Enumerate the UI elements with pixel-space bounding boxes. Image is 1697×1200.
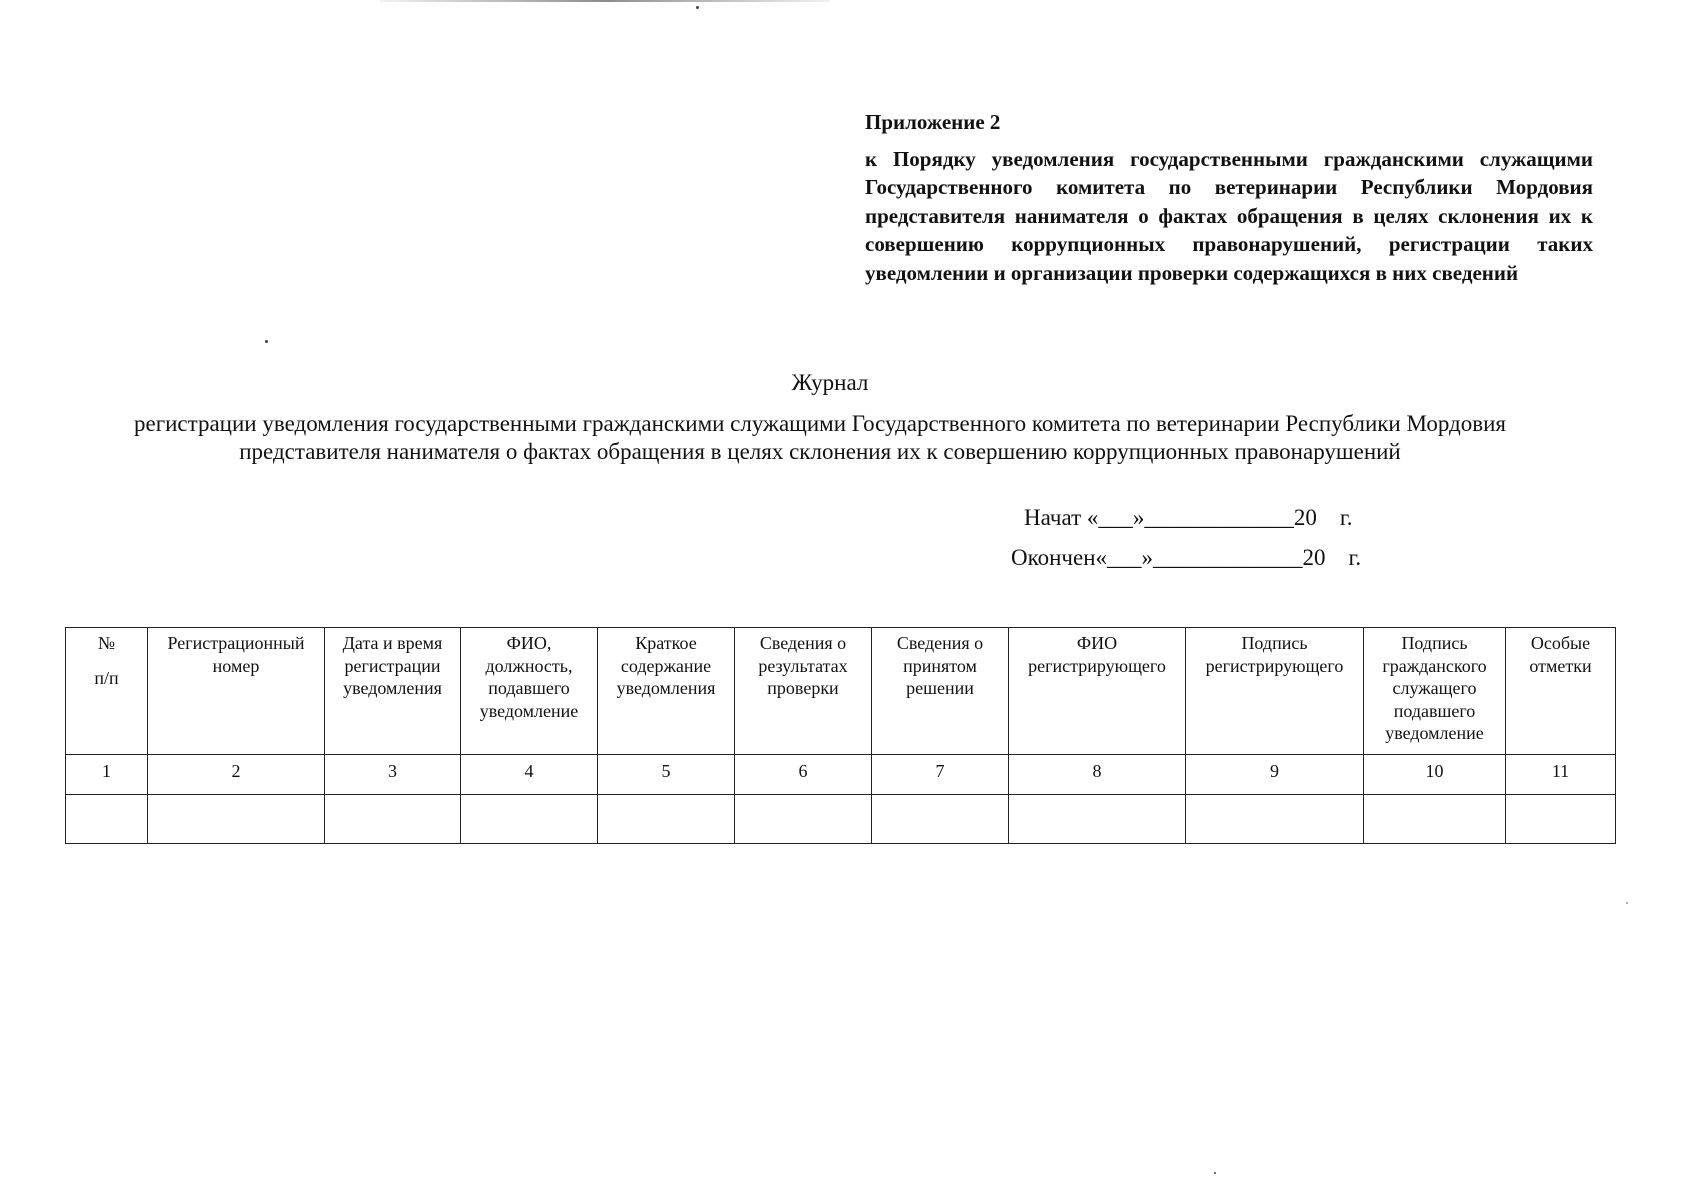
column-number-cell: 1 bbox=[66, 755, 148, 795]
column-number-cell: 11 bbox=[1506, 755, 1616, 795]
empty-cell bbox=[148, 795, 325, 844]
column-number-cell: 7 bbox=[872, 755, 1009, 795]
column-header-submitter: ФИО, должность, подавшего уведомление bbox=[461, 628, 598, 755]
appendix-text: к Порядку уведомления государственными гражданскими служащими Государственного комитета по ветеринарии Республики Мордовия представителя нанимателя о фактах обращения в целях склонения их к совершению коррупционных правонарушений, регистрации таких уведомлении и организации проверки содержащихся в них сведений bbox=[865, 146, 1593, 285]
column-number-cell: 6 bbox=[735, 755, 872, 795]
column-number-cell: 9 bbox=[1186, 755, 1364, 795]
empty-cell bbox=[1186, 795, 1364, 844]
journal-table bbox=[65, 627, 1616, 844]
empty-cell bbox=[1364, 795, 1506, 844]
empty-cell bbox=[735, 795, 872, 844]
empty-cell bbox=[66, 795, 148, 844]
empty-cell bbox=[325, 795, 461, 844]
empty-cell bbox=[1506, 795, 1616, 844]
column-number-cell: 8 bbox=[1009, 755, 1186, 795]
column-header-registrar-name: ФИО регистрирующего bbox=[1009, 628, 1186, 755]
column-header-reg-number: Регистрационный номер bbox=[148, 628, 325, 755]
empty-cell bbox=[1009, 795, 1186, 844]
column-header-number-pp: п/п bbox=[94, 667, 119, 688]
column-header-special-notes: Особые отметки bbox=[1506, 628, 1616, 755]
column-header-check-results: Сведения о результатах проверки bbox=[735, 628, 872, 755]
date-finished: Окончен«___»_____________20 г. bbox=[1011, 545, 1362, 570]
appendix-block bbox=[865, 108, 1593, 287]
appendix-title: Приложение 2 bbox=[865, 110, 1001, 134]
scan-speck bbox=[1626, 902, 1628, 904]
scan-speck bbox=[265, 340, 268, 343]
scan-speck bbox=[1214, 1172, 1216, 1174]
column-header-registrar-signature: Подпись регистрирующего bbox=[1186, 628, 1364, 755]
scan-speck bbox=[696, 6, 699, 9]
column-number-cell: 10 bbox=[1364, 755, 1506, 795]
scan-artifact-line bbox=[380, 0, 830, 2]
date-started: Начат «___»_____________20 г. bbox=[1024, 505, 1353, 530]
empty-cell bbox=[598, 795, 735, 844]
column-number-cell: 4 bbox=[461, 755, 598, 795]
empty-cell bbox=[872, 795, 1009, 844]
empty-cell bbox=[461, 795, 598, 844]
journal-title: Журнал bbox=[791, 370, 869, 395]
journal-subtitle: регистрации уведомления государственными гражданскими служащими Государственного комитета по ветеринарии Республики Мордовия представителя нанимателя о фактах обращения в целях склонения их к совершению коррупционных правонарушений bbox=[133, 411, 1507, 464]
column-header-servant-signature: Подпись гражданского служащего подавшего уведомление bbox=[1364, 628, 1506, 755]
column-header-number-sign: № bbox=[97, 633, 116, 653]
column-header-reg-datetime: Дата и время регистрации уведомления bbox=[325, 628, 461, 755]
column-number-cell: 2 bbox=[148, 755, 325, 795]
column-header-number bbox=[66, 628, 148, 755]
column-number-cell: 5 bbox=[598, 755, 735, 795]
table-header-row bbox=[66, 628, 1616, 755]
column-header-summary: Краткое содержание уведомления bbox=[598, 628, 735, 755]
table-row-column-numbers bbox=[66, 755, 1616, 795]
column-number-cell: 3 bbox=[325, 755, 461, 795]
table-row-empty bbox=[66, 795, 1616, 844]
column-header-decision: Сведения о принятом решении bbox=[872, 628, 1009, 755]
